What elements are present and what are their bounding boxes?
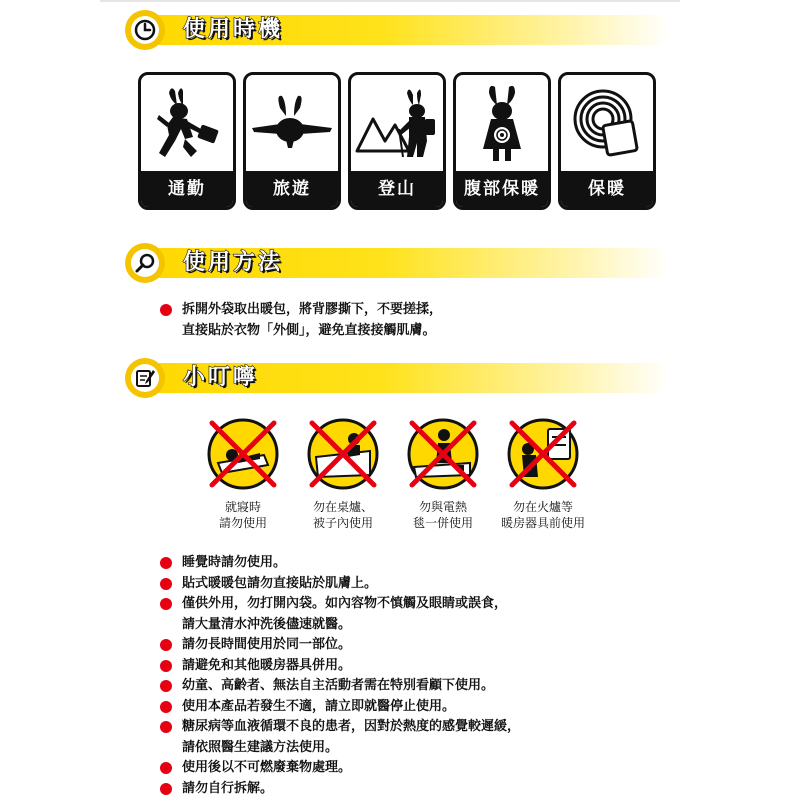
usage-cards (138, 72, 658, 210)
bullet-dot (160, 701, 172, 713)
list-item: 請勿自行拆解。 (160, 779, 520, 800)
card-label: 旅遊 (246, 171, 338, 207)
warning-kotatsu: 勿在桌爐、 被子內使用 (295, 415, 391, 531)
bullet-dot (160, 557, 172, 569)
list-item: 使用後以不可燃廢棄物處理。 (160, 758, 520, 779)
list-item: 使用本產品若發生不適，請立即就醫停止使用。 (160, 697, 520, 718)
bullet-dot (160, 783, 172, 795)
list-item: 僅供外用，勿打開內袋。如內容物不慎觸及眼睛或誤食， 請大量清水沖洗後儘速就醫。 (160, 594, 520, 635)
usage-card-hiking (348, 72, 446, 210)
airplane-icon (250, 90, 334, 160)
card-label: 腹部保暖 (456, 171, 548, 207)
notes-list (160, 553, 520, 799)
list-item: 睡覺時請勿使用。 (160, 553, 520, 574)
no-electric-blanket-icon (404, 415, 482, 493)
section-header-timing (125, 10, 670, 50)
warning-sleeping: 就寢時 請勿使用 (195, 415, 291, 531)
no-kotatsu-icon (304, 415, 382, 493)
bullet-dot (160, 680, 172, 692)
hiking-rabbit-icon (353, 85, 441, 165)
warning-icons (195, 415, 595, 535)
warning-electric-blanket: 勿與電熱 毯一併使用 (395, 415, 491, 531)
section-title: 使用時機 (183, 17, 284, 42)
section-header-tips (125, 358, 670, 398)
notepad-pencil-icon (125, 358, 165, 398)
heat-pad-icon (567, 85, 647, 165)
card-label: 通勤 (141, 171, 233, 207)
list-item: 幼童、高齡者、無法自主活動者需在特別看顧下使用。 (160, 676, 520, 697)
magnifier-icon (125, 243, 165, 283)
card-label: 登山 (351, 171, 443, 207)
list-item: 請避免和其他暖房器具併用。 (160, 656, 520, 677)
commuting-rabbit-icon (147, 85, 227, 165)
list-item: 請勿長時間使用於同一部位。 (160, 635, 520, 656)
section-title: 使用方法 (183, 250, 284, 275)
bullet-dot (160, 578, 172, 590)
section-header-method (125, 243, 670, 283)
bullet-dot (160, 304, 172, 316)
no-heater-icon (504, 415, 582, 493)
no-sleeping-icon (204, 415, 282, 493)
bullet-dot (160, 639, 172, 651)
bullet-dot (160, 762, 172, 774)
list-item: 拆開外袋取出暖包，將背膠撕下，不要搓揉， 直接貼於衣物「外側」，避免直接接觸肌膚。 (160, 300, 442, 341)
card-label: 保暖 (561, 171, 653, 207)
usage-card-warm (558, 72, 656, 210)
bullet-dot (160, 660, 172, 672)
list-item: 貼式暖暖包請勿直接貼於肌膚上。 (160, 574, 520, 595)
belly-warming-rabbit-icon (467, 83, 537, 167)
usage-card-travel (243, 72, 341, 210)
top-divider (100, 0, 680, 2)
warning-heater: 勿在火爐等 暖房器具前使用 (495, 415, 591, 531)
bullet-dot (160, 598, 172, 610)
usage-card-commute (138, 72, 236, 210)
usage-card-belly (453, 72, 551, 210)
method-list (160, 300, 442, 341)
list-item: 糖尿病等血液循環不良的患者，因對於熱度的感覺較遲緩， 請依照醫生建議方法使用。 (160, 717, 520, 758)
section-title: 小叮嚀 (183, 365, 259, 390)
clock-icon (125, 10, 165, 50)
bullet-dot (160, 721, 172, 733)
